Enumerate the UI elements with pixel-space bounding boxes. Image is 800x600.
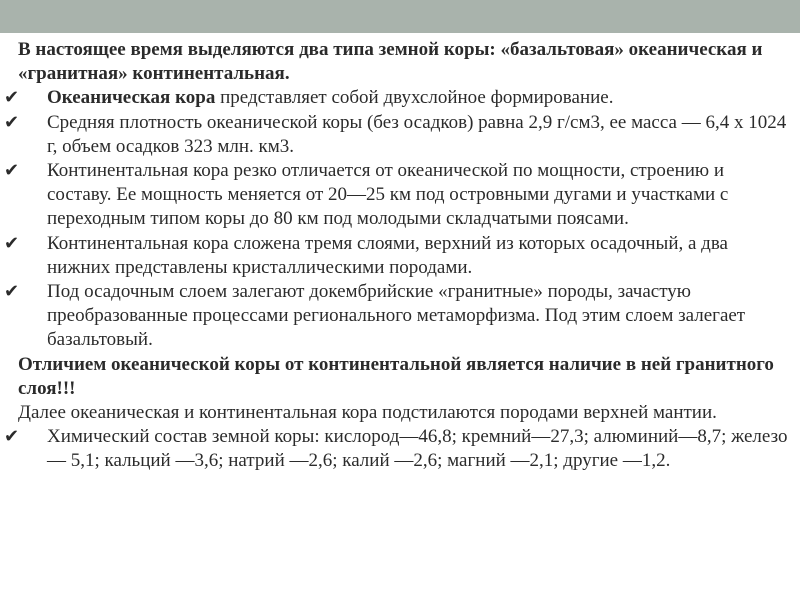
- check-mark-icon: ✔: [4, 232, 20, 254]
- bullet-strong-text: Океаническая кора: [47, 87, 216, 109]
- bullet-text: Химический состав земной коры: кислород—46,8; кремний—27,3; алюминий—8,7; железо — 5,1; кальций —3,6; натрий —2,6; калий —2,6; магний —2,1; другие —1,2.: [47, 426, 788, 472]
- check-mark-icon: ✔: [4, 281, 20, 303]
- bullet-text: Под осадочным слоем залегают докембрийские «гранитные» породы, зачастую преобразованные процессами регионального метаморфизма. Под этим слоем залегает базальтовый.: [47, 281, 746, 351]
- check-mark-icon: ✔: [4, 160, 20, 182]
- bullet-text: Континентальная кора резко отличается от океанической по мощности, строению и составу. Ее мощность меняется от 20—25 км под островными дугами и участками с переходным типом коры до 80 км под молодыми складчатыми поясами.: [47, 160, 729, 230]
- bullet-item: [4, 280, 788, 353]
- intro-paragraph: В настоящее время выделяются два типа земной коры: «базальтовая» океаническая и «гранитная» континентальная.: [18, 39, 763, 85]
- bullet-list-composition: [4, 425, 788, 473]
- check-mark-icon: ✔: [4, 87, 20, 109]
- bullet-list-crust: [4, 86, 788, 352]
- bullet-text: Континентальная кора сложена тремя слоями, верхний из которых осадочный, а два нижних представлены кристаллическими породами.: [47, 232, 728, 278]
- slide-header-bar: [0, 0, 800, 33]
- check-mark-icon: ✔: [4, 426, 20, 448]
- bullet-text: Средняя плотность океанической коры (без осадков) равна 2,9 г/см3, ее масса — 6,4 x 1024 г, объем осадков 323 млн. км3.: [47, 111, 787, 157]
- mantle-paragraph: Далее океаническая и континентальная кора подстилаются породами верхней мантии.: [18, 402, 717, 424]
- bullet-item: [4, 111, 788, 159]
- bullet-item: [4, 86, 788, 110]
- bullet-item: [4, 159, 788, 232]
- bullet-item: [4, 425, 788, 473]
- slide-content: [4, 38, 788, 474]
- bullet-text: представляет собой двухслойное формирование.: [215, 87, 614, 109]
- bullet-item: [4, 232, 788, 280]
- difference-statement: Отличием океанической коры от континентальной является наличие в ней гранитного слоя!!!: [18, 353, 774, 399]
- check-mark-icon: ✔: [4, 111, 20, 133]
